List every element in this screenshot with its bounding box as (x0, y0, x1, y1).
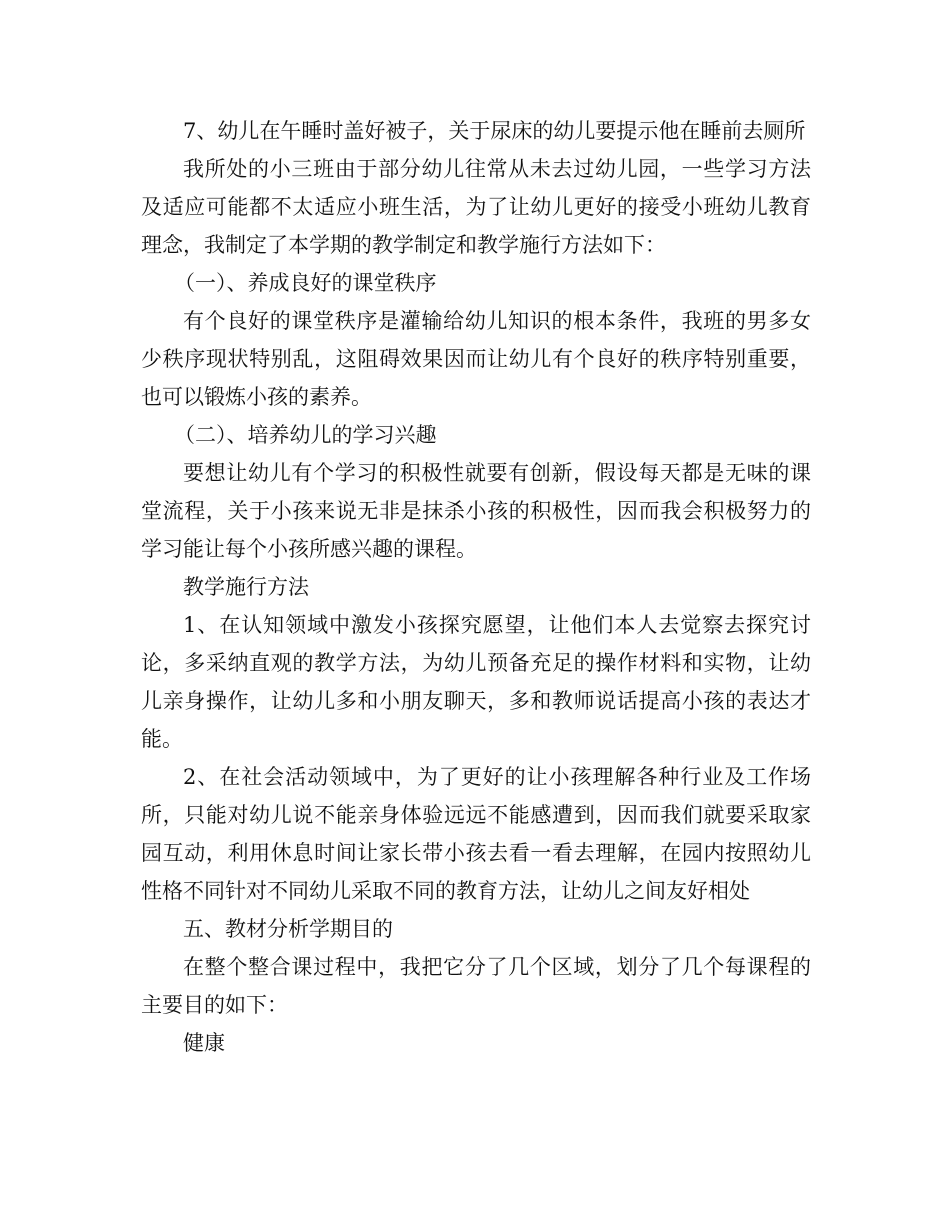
paragraph-item-7: 7、幼儿在午睡时盖好被子，关于尿床的幼儿要提示他在睡前去厕所 (183, 119, 806, 143)
paragraph-class-intro: 我所处的小三班由于部分幼儿往常从未去过幼儿园，一些学习方法及适应可能都不太适应小班生活，为了让幼儿更好的接受小班幼儿教育理念，我制定了本学期的教学制定和教学施行方法如下： (141, 157, 811, 257)
section-heading-teaching-methods: 教学施行方法 (183, 575, 309, 599)
paragraph-course-goals: 在整个整合课过程中，我把它分了几个区域，划分了几个每课程的主要目的如下： (141, 955, 811, 1017)
section-heading-classroom-order: （一）、养成良好的课堂秩序 (174, 271, 437, 295)
section-heading-learning-interest: （二）、培养幼儿的学习兴趣 (174, 423, 437, 447)
section-heading-textbook-analysis: 五、教材分析学期目的 (183, 917, 393, 941)
paragraph-learning-interest: 要想让幼儿有个学习的积极性就要有创新，假设每天都是无味的课堂流程，关于小孩来说无非是抹杀小孩的积极性，因而我会积极努力的学习能让每个小孩所感兴趣的课程。 (141, 461, 811, 561)
paragraph-social-domain: 2、在社会活动领域中，为了更好的让小孩理解各种行业及工作场所，只能对幼儿说不能亲身体验远远不能感遭到，因而我们就要采取家园互动，利用休息时间让家长带小孩去看一看去理解，在园内按照幼儿性格不同针对不同幼儿采取不同的教育方法，让幼儿之间友好相处 (141, 765, 811, 903)
paragraph-cognitive-domain: 1、在认知领域中激发小孩探究愿望，让他们本人去觉察去探究讨论，多采纳直观的教学方法，为幼儿预备充足的操作材料和实物，让幼儿亲身操作，让幼儿多和小朋友聊天，多和教师说话提高小孩的表达才能。 (141, 613, 811, 751)
paragraph-classroom-order: 有个良好的课堂秩序是灌输给幼儿知识的根本条件，我班的男多女少秩序现状特别乱，这阻碍效果因而让幼儿有个良好的秩序特别重要，也可以锻炼小孩的素养。 (141, 309, 811, 409)
document-body (141, 112, 811, 1062)
section-heading-health: 健康 (183, 1031, 225, 1055)
